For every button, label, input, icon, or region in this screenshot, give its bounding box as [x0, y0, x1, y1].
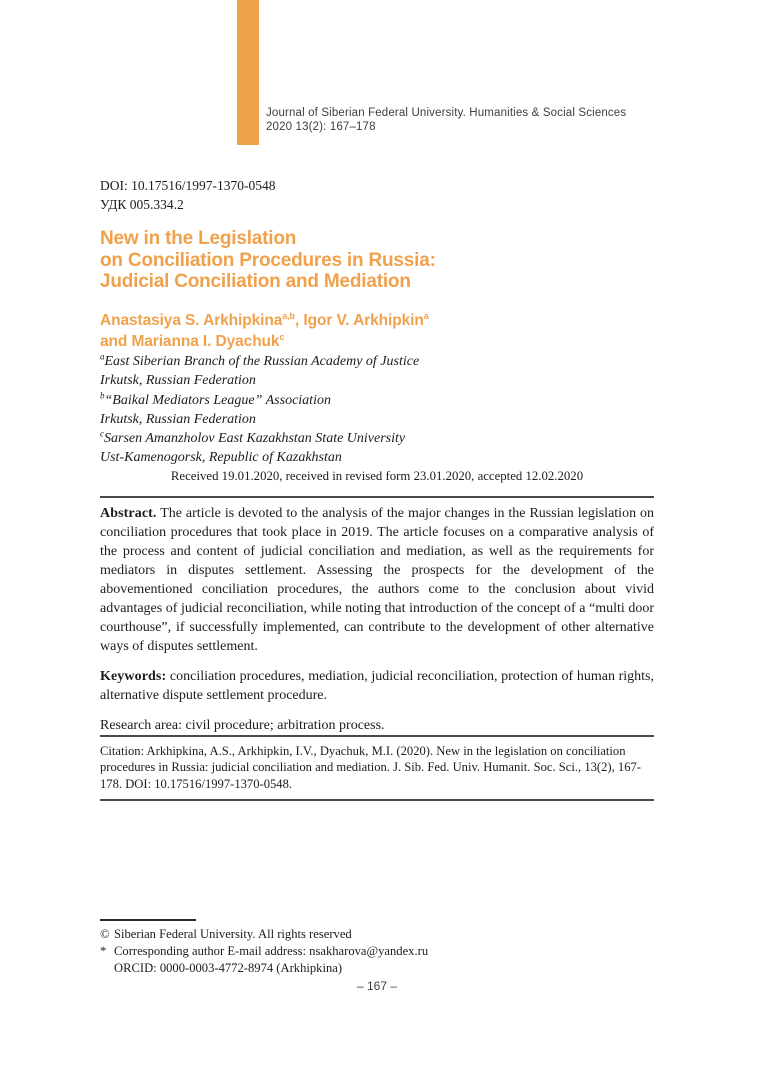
keywords-paragraph	[100, 667, 654, 705]
affiliation-line	[100, 352, 654, 371]
affiliation-line	[100, 371, 654, 390]
doi-text: DOI: 10.17516/1997-1370-0548	[100, 178, 276, 193]
affiliation-text: Irkutsk, Russian Federation	[100, 411, 256, 427]
author-separator: ,	[294, 312, 304, 329]
abstract-paragraph	[100, 504, 654, 656]
footnote-marker: *	[100, 943, 107, 958]
authors-line-1	[100, 310, 654, 331]
footnote-row	[100, 926, 654, 943]
affiliation-superscript: a	[100, 351, 105, 362]
footnote-marker	[100, 960, 114, 977]
affiliation-text: Irkutsk, Russian Federation	[100, 373, 256, 389]
abstract-section	[100, 496, 654, 735]
affiliation-line	[100, 410, 654, 429]
affiliation-superscript: c	[100, 428, 104, 439]
abstract-label: Abstract.	[100, 506, 157, 521]
affiliation-text: Ust-Kamenogorsk, Republic of Kazakhstan	[100, 450, 342, 466]
affiliation-line	[100, 448, 654, 467]
journal-masthead	[266, 106, 626, 134]
footnotes-block	[100, 919, 654, 976]
research-area: Research area: civil procedure; arbitration process.	[100, 718, 385, 733]
citation-text: Citation: Arkhipkina, A.S., Arkhipkin, I.V., Dyachuk, M.I. (2020). New in the legislation on conciliation procedures in Russia: judicial conciliation and mediation. J. Sib. Fed. Univ. Humanit. Soc. Sci., 13(2), 167-178. DOI: 10.17516/1997-1370-0548.	[100, 744, 641, 791]
affiliation-line	[100, 391, 654, 410]
keywords-label: Keywords:	[100, 669, 167, 684]
masthead-line-2: 2020 13(2): 167–178	[266, 121, 376, 133]
footnote-text: ORCID: 0000-0003-4772-8974 (Arkhipkina)	[114, 960, 343, 975]
footnote-marker: ©	[100, 927, 110, 941]
author-superscript-2: a	[423, 310, 429, 321]
section-divider-top	[100, 496, 654, 735]
masthead-line-1: Journal of Siberian Federal University. Humanities & Social Sciences	[266, 107, 627, 119]
article-title	[100, 228, 654, 293]
identifier-block	[100, 176, 654, 214]
author-name-3: and Marianna I. Dyachuk	[100, 333, 280, 350]
title-line-1: New in the Legislation	[100, 228, 297, 249]
title-line-2: on Conciliation Procedures in Russia:	[100, 249, 436, 271]
author-superscript-1: a,b	[282, 310, 295, 321]
citation-block	[100, 735, 654, 801]
affiliation-text: East Siberian Branch of the Russian Academy of Justice	[104, 354, 420, 369]
affiliation-line	[100, 429, 654, 448]
title-line-3: Judicial Conciliation and Mediation	[100, 271, 411, 292]
keywords-text: conciliation procedures, mediation, judicial reconciliation, protection of human rights, alternative dispute settlement procedure.	[100, 669, 654, 703]
footnote-row	[100, 960, 654, 977]
received-dates: Received 19.01.2020, received in revised form 23.01.2020, accepted 12.02.2020	[170, 469, 584, 483]
author-name-1: Anastasiya S. Arkhipkina	[100, 312, 283, 329]
journal-accent-bar	[237, 0, 259, 145]
authors-line-2	[100, 331, 654, 352]
footnote-row	[100, 943, 654, 960]
authors-block	[100, 310, 654, 352]
affiliation-superscript: b	[100, 389, 105, 400]
author-name-2: Igor V. Arkhipkin	[303, 312, 424, 329]
footnote-text: Siberian Federal University. All rights reserved	[114, 927, 352, 941]
affiliations-block	[100, 352, 654, 468]
author-superscript-3: c	[279, 331, 285, 342]
abstract-text: The article is devoted to the analysis of the major changes in the Russian legislation on conciliation procedures that took place in 2019. The article focuses on a comparative analysis of the process and content of judicial conciliation and mediation, as well as the requirements for mediators in disputes settlement. Assessing the prospects for the development of the abovementioned conciliation procedures, the authors come to the conclusion about vivid advantages of judicial reconciliation, while noting that introduction of the concept of a “multi door courthouse”, if successfully implemented, can contribute to the development of other alternative ways of disputes settlement.	[100, 506, 655, 654]
affiliation-text: “Baikal Mediators League” Association	[104, 392, 331, 408]
page-number: – 167 –	[356, 979, 398, 993]
footnote-text: Corresponding author E-mail address: nsakharova@yandex.ru	[114, 943, 429, 958]
affiliation-text: Sarsen Amanzholov East Kazakhstan State University	[104, 431, 406, 447]
udc-text: УДК 005.334.2	[100, 197, 184, 212]
footnote-divider	[100, 919, 196, 921]
